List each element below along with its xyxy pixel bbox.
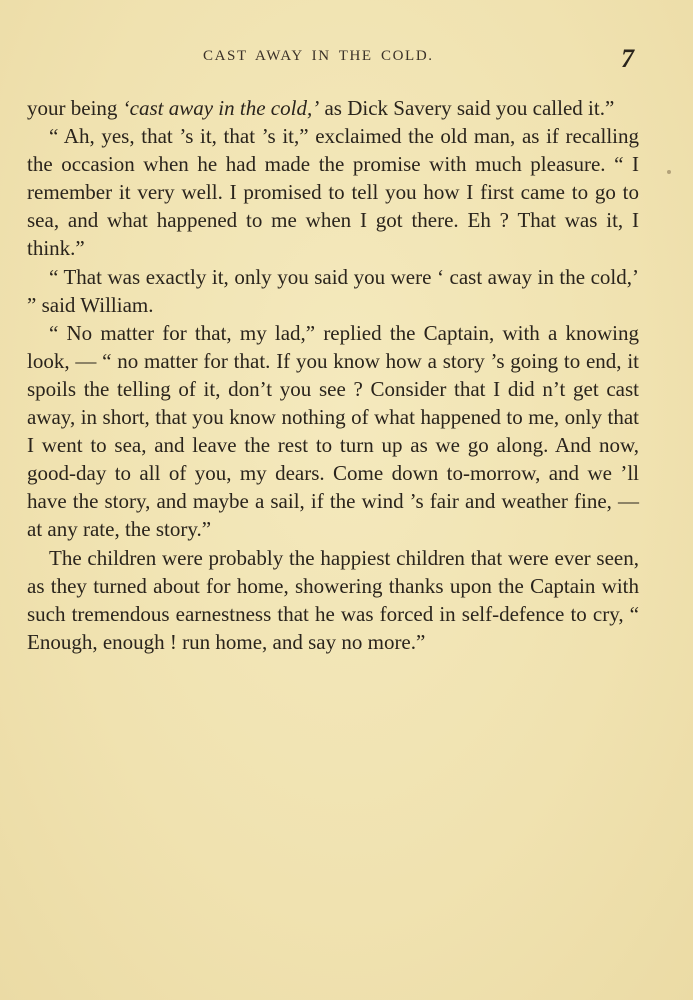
body-text (27, 94, 639, 656)
italic-phrase: ‘cast away in the cold,’ (122, 96, 320, 120)
text-run: “ Ah, yes, that ’s it, that ’s it,” exclaimed the old man, as if recalling the occasion when he had made the promise with much pleasure. “ I remember it very well. I promised to tell you how I first came to go to sea, and what happened to me when I got there. Eh ? That was it, I think.” (27, 124, 639, 261)
text-run: “ That was exactly it, only you said you were ‘ cast away in the cold,’ ” said William. (27, 264, 639, 317)
paragraph (27, 319, 639, 544)
text-run: “ No matter for that, my lad,” replied the Captain, with a knowing look, — “ no matter for that. If you know how a story ’s going to end, it spoils the telling of it, don’t you see ? Consider that I did n’t get cast away, in short, that you know nothing of what happened to me, only that I went to sea, and leave the rest to turn up as we go along. And now, good-day to all of you, my dears. Come down to-morrow, and we ’ll have the story, and maybe a sail, if the wind ’s fair and weather fine, — at any rate, the story.” (27, 320, 639, 542)
text-run: your being (27, 96, 123, 120)
paragraph (27, 544, 639, 656)
text-run: as Dick Savery said you called it.” (319, 96, 615, 120)
text-run: The children were probably the happiest children that were ever seen, as they turned about for home, showering thanks upon the Captain with such tremendous earnestness that he was forced in self-defence to cry, “ Enough, enough ! run home, and say no more.” (27, 545, 639, 654)
paper-speck (667, 170, 671, 174)
page-number: 7 (621, 44, 634, 73)
paragraph (27, 94, 639, 122)
running-title: CAST AWAY IN THE COLD. (203, 48, 434, 64)
paragraph (27, 263, 639, 319)
running-head (0, 44, 693, 74)
paragraph (27, 122, 639, 262)
